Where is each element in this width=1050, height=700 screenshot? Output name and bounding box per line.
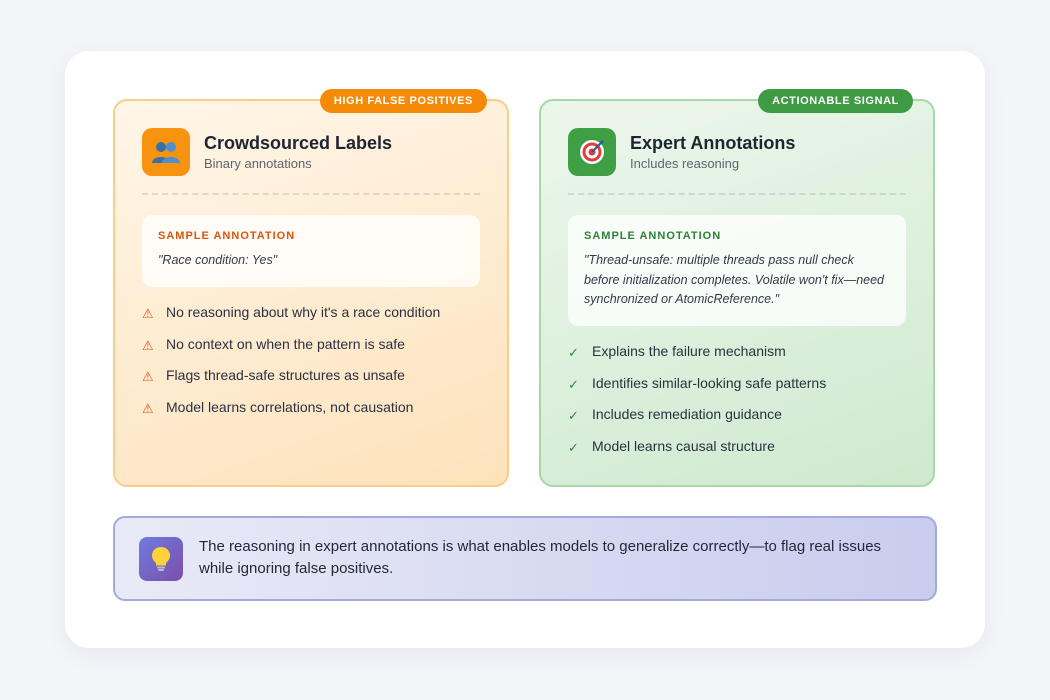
check-icon: ✓ xyxy=(568,345,579,360)
card-header xyxy=(142,128,480,178)
lightbulb-icon xyxy=(139,537,183,581)
list-item-text: Includes remediation guidance xyxy=(592,406,782,422)
list-item-text: No context on when the pattern is safe xyxy=(166,335,405,352)
warning-icon: ⚠ xyxy=(142,337,154,353)
benefits-list xyxy=(568,341,913,467)
sample-label: SAMPLE ANNOTATION xyxy=(584,230,722,242)
sample-text: "Thread-unsafe: multiple threads pass null check before initialization completes. Volatile won't fix—need synchronized or AtomicReference." xyxy=(584,253,884,306)
list-item xyxy=(142,302,487,334)
sample-annotation-box xyxy=(568,215,906,326)
list-item-text: Flags thread-safe structures as unsafe xyxy=(166,367,405,383)
list-item-text: Model learns correlations, not causation xyxy=(166,398,414,415)
list-item xyxy=(568,436,913,468)
sample-annotation-box xyxy=(142,215,480,287)
high-false-positives-badge: HIGH FALSE POSITIVES xyxy=(320,89,487,113)
list-item-text: Identifies similar-looking safe patterns xyxy=(592,374,827,391)
drawbacks-list xyxy=(142,302,487,428)
list-item xyxy=(142,397,487,429)
warning-icon: ⚠ xyxy=(142,369,154,384)
people-icon xyxy=(142,128,190,176)
divider xyxy=(568,193,906,195)
sample-text: "Race condition: Yes" xyxy=(158,253,278,267)
list-item xyxy=(568,404,913,436)
comparison-panel xyxy=(65,51,985,648)
sample-label: SAMPLE ANNOTATION xyxy=(158,230,296,242)
insight-text: The reasoning in expert annotations is what enables models to generalize correctly—to flag real issues while ignoring false positives. xyxy=(199,538,882,577)
expert-annotations-card xyxy=(539,95,935,487)
list-item xyxy=(568,341,913,373)
warning-icon: ⚠ xyxy=(142,306,154,321)
card-title: Expert Annotations xyxy=(630,133,796,153)
divider xyxy=(142,193,480,195)
list-item xyxy=(142,365,487,397)
warning-icon: ⚠ xyxy=(142,400,154,416)
insight-banner xyxy=(113,516,937,601)
actionable-signal-badge: ACTIONABLE SIGNAL xyxy=(758,89,913,113)
target-icon xyxy=(568,128,616,176)
card-subtitle: Binary annotations xyxy=(204,156,312,171)
list-item-text: Explains the failure mechanism xyxy=(592,343,786,359)
list-item xyxy=(568,373,913,405)
card-header xyxy=(568,128,906,178)
card-title: Crowdsourced Labels xyxy=(204,133,393,153)
card-subtitle: Includes reasoning xyxy=(630,156,740,171)
list-item-text: Model learns causal structure xyxy=(592,437,775,454)
list-item-text: No reasoning about why it's a race condition xyxy=(166,304,441,320)
check-icon: ✓ xyxy=(568,439,579,455)
list-item xyxy=(142,334,487,366)
check-icon: ✓ xyxy=(568,376,579,392)
crowdsourced-labels-card xyxy=(113,95,509,487)
check-icon: ✓ xyxy=(568,408,579,423)
